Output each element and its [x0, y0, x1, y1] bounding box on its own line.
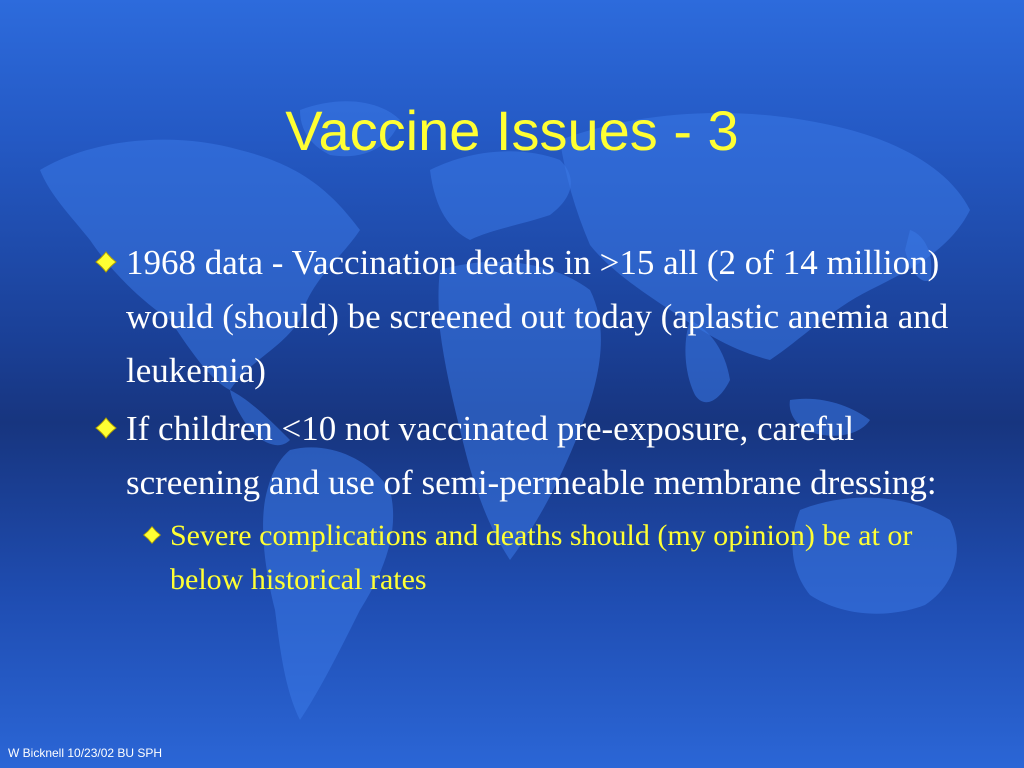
sub-bullet-text: Severe complications and deaths should (my opinion) be at or below historical rates	[170, 519, 913, 596]
slide-content	[90, 236, 970, 602]
bullet-item	[90, 236, 970, 398]
bullet-item	[90, 402, 970, 510]
diamond-bullet-icon	[94, 250, 118, 274]
slide-title: Vaccine Issues - 3	[285, 99, 739, 162]
diamond-bullet-icon	[142, 525, 162, 545]
diamond-bullet-icon	[94, 416, 118, 440]
sub-bullet-item	[90, 514, 970, 602]
slide-footer: W Bicknell 10/23/02 BU SPH	[8, 746, 163, 760]
bullet-text: If children <10 not vaccinated pre-exposure, careful screening and use of semi-permeable membrane dressing:	[126, 409, 937, 502]
bullet-text: 1968 data - Vaccination deaths in >15 all (2 of 14 million) would (should) be screened out today (aplastic anemia and leukemia)	[126, 243, 949, 390]
